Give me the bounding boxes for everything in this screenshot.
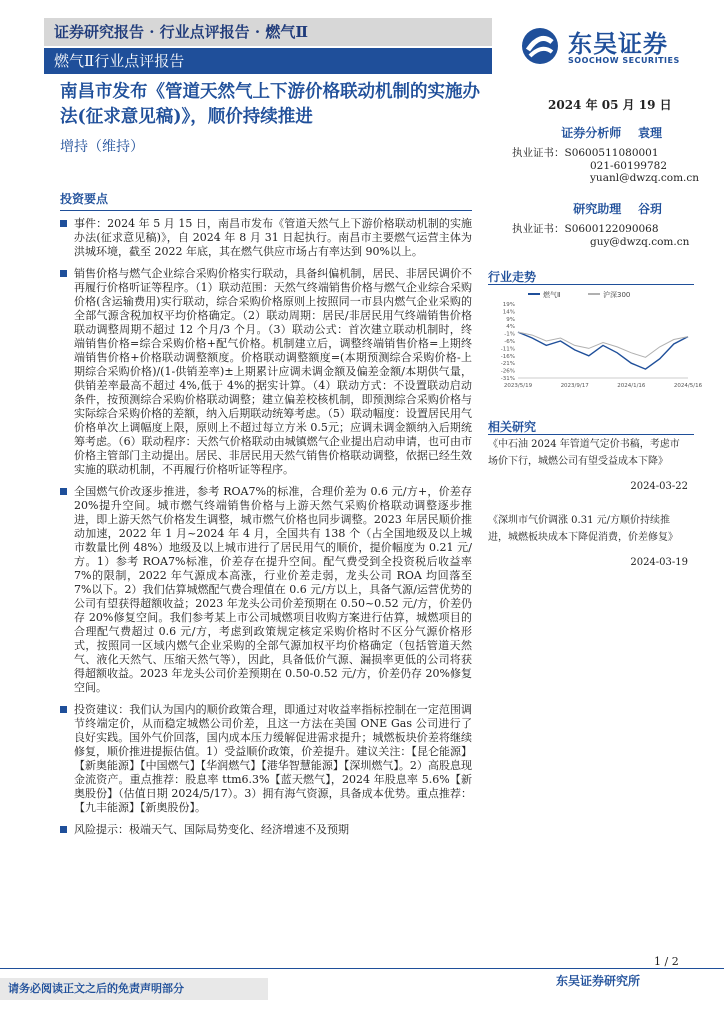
related-item-2[interactable] (488, 512, 688, 571)
industry-subhead: 燃气Ⅱ行业点评报告 (44, 48, 492, 74)
y-tick-label: -16% (500, 353, 515, 360)
analyst-2-cert-label: 执业证书： (512, 223, 565, 235)
bullet-icon (60, 220, 67, 227)
analyst-1-cert-label: 执业证书： (512, 147, 565, 159)
section-divider (60, 210, 472, 211)
legend-label-1: 燃气Ⅱ (543, 291, 561, 299)
legend-label-2: 沪深300 (603, 291, 631, 299)
x-tick-label: 2023/5/19 (503, 383, 533, 389)
x-tick-label: 2023/9/17 (560, 383, 589, 389)
y-tick-label: 4% (506, 324, 515, 331)
page-number: 1 / 2 (654, 955, 679, 968)
footer-divider (0, 968, 724, 969)
logo-mark-icon (520, 26, 560, 66)
analyst-2-email[interactable]: guy@dwzq.com.cn (590, 236, 690, 248)
y-tick-label: 9% (506, 316, 515, 323)
point-risk (60, 823, 472, 837)
y-tick-label: -11% (500, 346, 515, 353)
main-content (60, 192, 472, 845)
analyst-2-cert: S0600122090068 (564, 223, 659, 235)
point-event-text: 事件：2024 年 5 月 15 日，南昌市发布《管道天然气上下游价格联动机制的实施办法(征求意见稿)》，自 2024 年 8 月 31 日起执行。南昌市主要燃气运营主体为洪城环境，截至 2022 年底，其在燃气供应市场占有率达到 90%以上。 (74, 217, 472, 258)
institute-name: 东吴证券研究所 (556, 974, 641, 988)
related-title: 相关研究 (488, 420, 537, 434)
related-item-1[interactable] (488, 436, 688, 495)
logo-cn-text: 东吴证券 (568, 29, 668, 58)
trend-divider (488, 284, 694, 285)
bullet-icon (60, 706, 67, 713)
point-reform (60, 485, 472, 695)
point-risk-text: 风险提示：极端天气、国际局势变化、经济增速不及预期 (74, 823, 349, 836)
bullet-icon (60, 270, 67, 277)
related-item-2-date: 2024-03-19 (630, 557, 688, 568)
point-event (60, 217, 472, 259)
y-tick-label: -6% (504, 339, 515, 345)
trend-title: 行业走势 (488, 270, 537, 284)
bullet-icon (60, 826, 67, 833)
rating: 增持（维持） (60, 139, 144, 155)
y-tick-label: -21% (500, 361, 515, 368)
analyst-1-cert: S0600511080001 (564, 147, 659, 159)
analyst-1 (512, 124, 700, 184)
report-title: 南昌市发布《管道天然气上下游价格联动机制的实施办法(征求意见稿)》，顺价持续推进 (60, 82, 480, 127)
y-tick-label: 14% (502, 309, 515, 316)
analyst-1-phone: 021-60199782 (590, 160, 668, 172)
x-tick-label: 2024/1/16 (617, 383, 646, 389)
trend-chart (488, 288, 703, 398)
analyst-2 (512, 200, 692, 248)
point-linkage (60, 267, 472, 477)
y-tick-label: -1% (504, 331, 515, 338)
related-item-2-text: 《深圳市气价调涨 0.31 元/方顺价持续推进，城燃板块成本下降促消费，价差修复》 (488, 515, 678, 543)
analyst-2-role: 研究助理 (573, 202, 622, 216)
x-tick-label: 2024/5/16 (673, 383, 703, 389)
point-reform-text: 全国燃气价改逐步推进，参考 ROA7%的标准，合理价差为 0.6 元/方+，价差存 20%提升空间。城市燃气终端销售价格与上游天然气采购价格联动调整逐步推进，即上游天然气价格发生调整，城市燃气价格也同步调整。2023 年居民顺价推动加速，2022 年 1 月~2024 年 4 月，全国共有 138 个（占全国地级及以上城市数量比例 48%）地级及以上城市进行了居民用气的顺价，提价幅度为 0.21 元/方。1）参考 ROA7%标准，价差存在提升空间。配气费受到全投资税后收益率 7%的限制，2022 年气源成本高涨，行业价差走弱，龙头公司 ROA 均回落至 7%以下。2）我们估算城燃配气费合理值在 0.6 元/方以上，具备气源/运营优势的公司有望获得超额收益；2023 年龙头公司价差预期在 0.50~0.52 元/方，价差仍存 20%修复空间。我们参考某上市公司城燃项目收购方案进行估算，城燃项目的合理配气费超过 0.6 元/方，考虑到政策规定核定采购价格时不区分气源价格形式，按照同一区域内燃气企业采购的全部气源加权平均价格确定（包括管道天然气、液化天然气、压缩天然气等），因此，具备低价气源、漏损率更低的公司将获得超额收益。2023 年龙头公司价差预期在 0.50-0.52 元/方，价差仍存 20%修复空间。 (74, 485, 472, 694)
report-date: 2024 年 05 月 19 日 (548, 98, 672, 112)
y-tick-label: -31% (500, 376, 515, 382)
related-item-1-date: 2024-03-22 (630, 481, 688, 492)
point-advice-text: 投资建议：我们认为国内的顺价政策合理，即通过对收益率指标控制在一定范围调节终端定价，从而稳定城燃公司价差，且这一方法在美国 ONE Gas 公司进行了良好实践。国外气价回落，国内成本压力缓解促进需求提升；城燃板块价差将继续修复，顺价推进提振估值。1）受益顺价政策，价差提升。建议关注：【昆仑能源】【新奥能源】【中国燃气】【华润燃气】【港华智慧能源】【深圳燃气】。2）高股息现金流资产。重点推荐：股息率 ttm6.3%【蓝天燃气】，2024 年股息率 5.6%【新奥股份】（估值日期 2024/5/17）。3）拥有海气资源，具备成本优势。重点推荐：【九丰能源】【新奥股份】。 (74, 703, 472, 814)
series-line-1 (518, 332, 688, 369)
logo-en-text: SOOCHOW SECURITIES (568, 56, 680, 65)
related-divider (488, 434, 694, 435)
related-item-1-text: 《中石油 2024 年管道气定价书稿，考虑市场价下行，城燃公司有望受益成本下降》 (488, 439, 680, 467)
point-linkage-text: 销售价格与燃气企业综合采购价格实行联动，具备纠偏机制，居民、非居民调价不再履行价格听证等程序。（1）联动范围：天然气终端销售价格与燃气企业综合采购价格(含运输费用)实行联动，综合采购价格原则上按照同一市县内燃气企业采购的全部气源含税加权平均价格确定。（2）联动周期：居民/非居民用气终端销售价格联动调整周期不超过 12 个月/3 个月。（3）联动公式：首次建立联动机制时，终端销售价格=综合采购价格+配气价格。机制建立后，调整终端销售价格=上期终端销售价格+价格联动调整额度。价格联动调整额度=(本期预测综合采购价格-上期综合采购价格)/(1-供销差率)±上期累计应调未调金额及偏差金额/本期供气量，供销差率最高不超过 4%,低于 4%的据实计算。（4）联动方式：不设置联动启动条件，按预测综合采购价格联动调整；建立偏差校核机制，即预测综合采购价格与实际综合采购价格的差额，纳入后期联动统筹考虑。（5）联动幅度：设置居民用气价格单次上调幅度上限，原则上不超过每立方米 0.5元；应调未调金额纳入后期统筹考虑。（6）联动程序：天然气价格联动由城镇燃气企业提出启动申请，也可由市价格主管部门主动提出。居民、非居民用天然气销售价格联动调整，依据已经生效实施的联动机制，不再履行价格听证等程序。 (74, 267, 472, 476)
analyst-2-name: 谷玥 (637, 202, 662, 216)
analyst-1-role: 证券分析师 (561, 126, 622, 140)
analyst-1-email[interactable]: yuanl@dwzq.com.cn (590, 172, 700, 184)
y-tick-label: -26% (500, 368, 515, 375)
bullet-icon (60, 488, 67, 495)
point-advice (60, 703, 472, 815)
y-tick-label: 19% (502, 302, 515, 308)
brand-logo (520, 24, 696, 74)
analyst-1-name: 袁理 (637, 126, 662, 140)
report-category-tab: 证券研究报告 · 行业点评报告 · 燃气Ⅱ (44, 18, 492, 46)
disclaimer-note[interactable]: 请务必阅读正文之后的免责声明部分 (0, 978, 268, 1000)
section-heading: 投资要点 (60, 192, 109, 206)
